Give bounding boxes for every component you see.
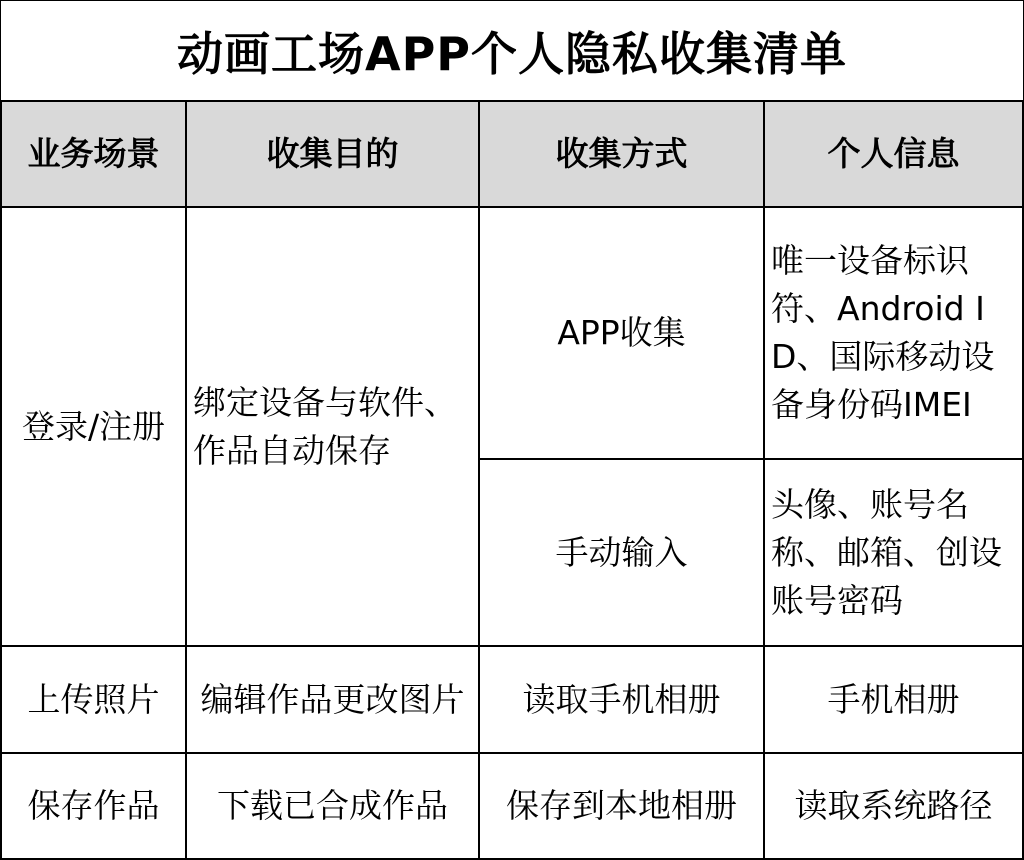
method-cell: 手动输入 bbox=[479, 459, 764, 646]
purpose-cell: 下载已合成作品 bbox=[186, 753, 479, 859]
table-row bbox=[1, 207, 1023, 459]
method-cell: 保存到本地相册 bbox=[479, 753, 764, 859]
table-row bbox=[1, 646, 1023, 753]
table-row bbox=[1, 753, 1023, 859]
scene-cell: 保存作品 bbox=[1, 753, 186, 859]
info-cell: 读取系统路径 bbox=[764, 753, 1023, 859]
scene-cell: 登录/注册 bbox=[1, 207, 186, 646]
header-info: 个人信息 bbox=[764, 101, 1023, 207]
header-purpose: 收集目的 bbox=[186, 101, 479, 207]
header-row bbox=[1, 101, 1023, 207]
header-scene: 业务场景 bbox=[1, 101, 186, 207]
scene-cell: 上传照片 bbox=[1, 646, 186, 753]
method-cell: APP收集 bbox=[479, 207, 764, 459]
info-cell: 头像、账号名称、邮箱、创设账号密码 bbox=[764, 459, 1023, 646]
info-cell: 唯一设备标识符、Android ID、国际移动设备身份码IMEI bbox=[764, 207, 1023, 459]
purpose-cell: 绑定设备与软件、作品自动保存 bbox=[186, 207, 479, 646]
privacy-table bbox=[0, 100, 1024, 860]
purpose-cell: 编辑作品更改图片 bbox=[186, 646, 479, 753]
page-title: 动画工场APP个人隐私收集清单 bbox=[0, 0, 1024, 101]
info-cell: 手机相册 bbox=[764, 646, 1023, 753]
method-cell: 读取手机相册 bbox=[479, 646, 764, 753]
header-method: 收集方式 bbox=[479, 101, 764, 207]
